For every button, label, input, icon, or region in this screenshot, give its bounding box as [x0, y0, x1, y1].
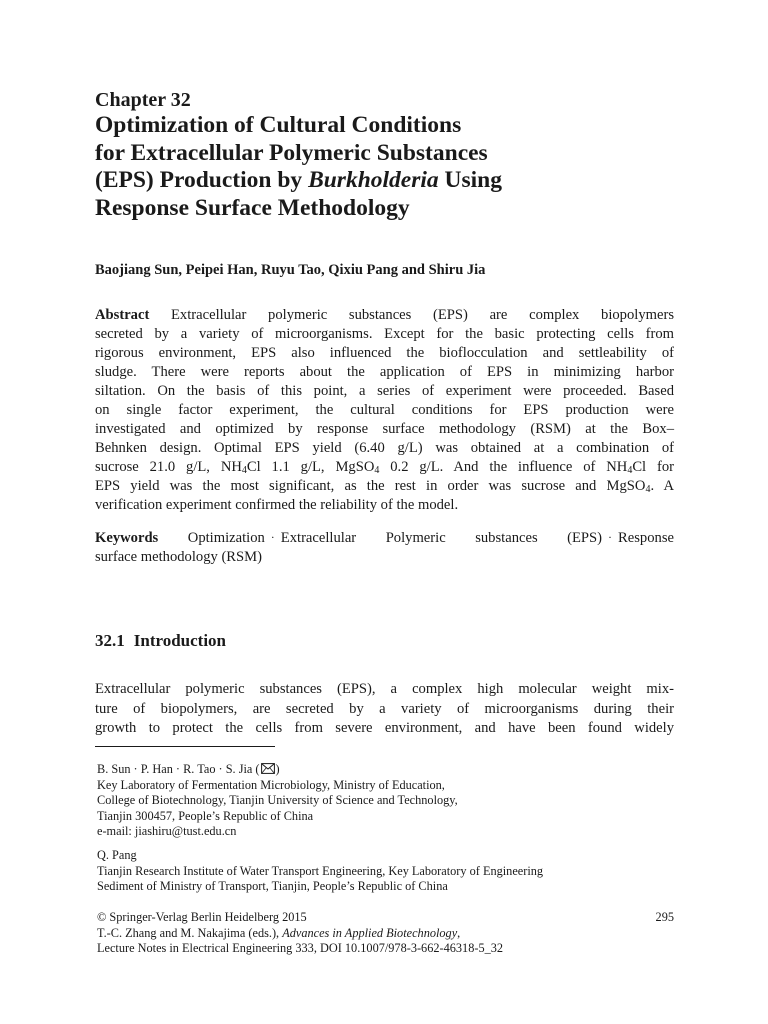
abstract-text: Extracellular polymeric substances (EPS) are complex biopolymers: [149, 307, 674, 323]
title-line-2: for Extracellular Polymeric Substances: [95, 139, 488, 166]
keyword: Extracellular Polymeric substances (EPS): [280, 530, 603, 546]
abstract-line: secreted by a variety of microorganisms. Except for the basic protecting cells from: [95, 326, 674, 342]
subscript: 4: [645, 484, 651, 495]
subscript: 4: [241, 465, 247, 476]
abstract-line: sludge. There were reports about the application of EPS in minimizing harbor: [95, 364, 674, 380]
subscript: 4: [374, 465, 380, 476]
keywords-line: [95, 529, 674, 548]
title-line-3: [95, 167, 674, 195]
editors-line: [97, 926, 674, 942]
author-names: [97, 762, 674, 778]
contact-email: e-mail: jiashiru@tust.edu.cn: [97, 824, 237, 838]
copyright-notice: © Springer-Verlag Berlin Heidelberg 2015: [97, 910, 307, 924]
footnote-text: ,: [457, 925, 461, 940]
keywords-line: surface methodology (RSM): [95, 549, 262, 565]
footnote-text: B. Sun · P. Han · R. Tao · S. Jia (: [97, 762, 260, 776]
body-line: ture of biopolymers, are secreted by a variety of microorganisms during their: [95, 700, 674, 717]
affiliation-line: Tianjin 300457, People’s Republic of China: [97, 808, 314, 823]
copyright-line: [97, 910, 674, 926]
abstract-text: EPS yield was the most significant, as the rest in order was sucrose and MgSO: [95, 478, 646, 494]
affiliation-line: Key Laboratory of Fermentation Microbiology, Ministry of Education,: [97, 777, 445, 792]
abstract: [95, 306, 674, 515]
affiliation-line: College of Biotechnology, Tianjin University of Science and Technology,: [97, 793, 458, 807]
book-title: Advances in Applied Biotechnology: [282, 925, 458, 940]
keyword: Optimization: [158, 530, 265, 546]
abstract-line: verification experiment confirmed the reliability of the model.: [95, 497, 459, 513]
keyword-separator: ·: [270, 530, 275, 544]
footnote-text: ): [275, 762, 280, 776]
abstract-line: Behnken design. Optimal EPS yield (6.40 g/L) was obtained at a combination of: [95, 440, 674, 456]
title-line-3-start: (EPS) Production by: [95, 167, 309, 193]
abstract-line: rigorous environment, EPS also influenced the bioflocculation and settleability of: [95, 345, 674, 361]
subscript: 4: [627, 465, 633, 476]
series-line: Lecture Notes in Electrical Engineering 333, DOI 10.1007/978-3-662-46318-5_32: [97, 941, 504, 955]
page-number: 295: [655, 910, 674, 924]
affiliation-line: Sediment of Ministry of Transport, Tianjin, People’s Republic of China: [97, 879, 448, 893]
footnote-rule: [95, 746, 275, 747]
keywords: [95, 529, 674, 567]
keyword: Response: [618, 530, 674, 546]
abstract-line: [95, 458, 674, 477]
body-line: Extracellular polymeric substances (EPS), a complex high molecular weight mix-: [95, 681, 674, 697]
keywords-label: Keywords: [95, 530, 159, 546]
body-line: growth to protect the cells from severe environment, and have been found widely: [95, 720, 674, 736]
section-title: Introduction: [133, 631, 227, 650]
affiliation-2: [97, 848, 674, 895]
abstract-text: . A: [650, 478, 674, 494]
chapter-title: [95, 112, 674, 222]
chapter-label: Chapter 32: [95, 89, 191, 111]
abstract-text: Cl 1.1 g/L, MgSO: [246, 459, 375, 475]
abstract-text: Cl for: [632, 459, 674, 475]
publication-info: [97, 910, 674, 957]
introduction-text: [95, 680, 674, 739]
abstract-line: on single factor experiment, the cultural conditions for EPS production were: [95, 402, 674, 418]
title-line-3-end: Using: [438, 167, 502, 193]
envelope-icon: [261, 763, 275, 774]
editors: T.-C. Zhang and M. Nakajima (eds.),: [97, 925, 283, 940]
keyword-separator: ·: [608, 530, 613, 544]
section-number: 32.1: [95, 631, 125, 650]
abstract-text: 0.2 g/L. And the influence of NH: [379, 459, 628, 475]
title-line-1: Optimization of Cultural Conditions: [95, 112, 462, 138]
genus-name: Burkholderia: [308, 167, 439, 193]
abstract-label: Abstract: [95, 307, 150, 323]
abstract-line: [95, 477, 674, 496]
author-name: Q. Pang: [97, 848, 137, 862]
affiliation-line: Tianjin Research Institute of Water Transport Engineering, Key Laboratory of Engineering: [97, 863, 544, 878]
paper-page: [95, 88, 674, 955]
title-line-4: Response Surface Methodology: [95, 194, 410, 221]
author-list: Baojiang Sun, Peipei Han, Ruyu Tao, Qixiu Pang and Shiru Jia: [95, 262, 486, 278]
affiliation-1: [97, 762, 674, 840]
section-heading: [95, 630, 226, 652]
abstract-line: investigated and optimized by response surface methodology (RSM) at the Box–: [95, 421, 674, 437]
abstract-line: [95, 306, 674, 325]
abstract-text: sucrose 21.0 g/L, NH: [95, 459, 242, 475]
abstract-line: siltation. On the basis of this point, a series of experiment were proceeded. Based: [95, 383, 674, 399]
